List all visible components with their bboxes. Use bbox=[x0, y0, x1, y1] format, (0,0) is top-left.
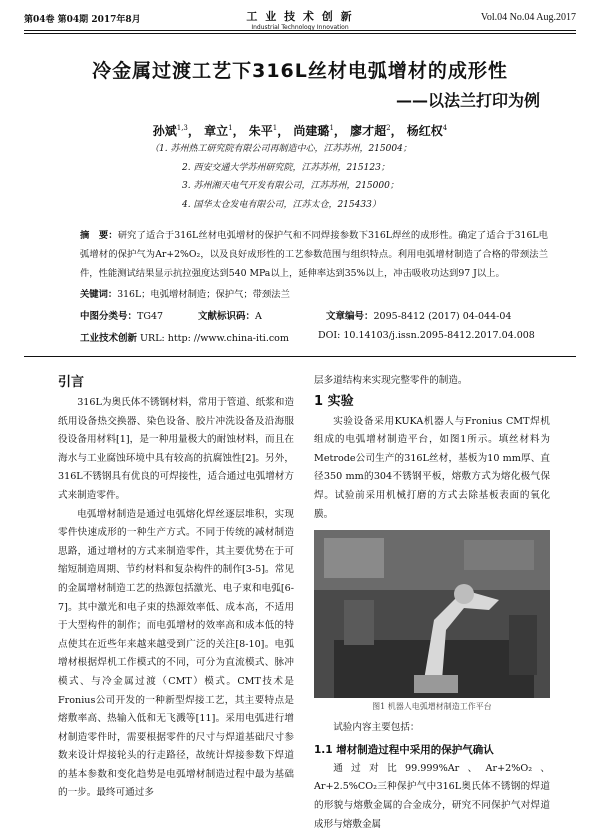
figure-1-caption: 图1 机器人电弧增材制造工作平台 bbox=[372, 702, 492, 712]
section-1-1-paragraph: 通过对比99.999%Ar、Ar+2%O₂、Ar+2.5%CO₂三种保护气中316L奥氏体不锈钢的焊道的形貌与熔敷金属的合金成分，研究不同保护气对焊道成形与熔敷金属 bbox=[314, 762, 550, 830]
author: 孙斌$^{1,3}$ bbox=[152, 124, 188, 138]
abstract-label: 摘 要： bbox=[80, 230, 118, 241]
author: 廖才超$^2$ bbox=[350, 124, 391, 138]
journal-url[interactable]: URL: http: //www.china-iti.com bbox=[140, 333, 289, 344]
doccode-label: 文献标识码： bbox=[198, 311, 256, 322]
header-rule-thick bbox=[24, 30, 576, 31]
affiliation: （1. 苏州热工研究院有限公司再制造中心，江苏苏州，215004； bbox=[150, 144, 412, 154]
section-rule bbox=[24, 356, 576, 357]
robot-platform-photo bbox=[314, 530, 550, 698]
abstract-text: 研究了适合于316L丝材电弧增材的保护气和不同焊接参数下316L焊丝的成形性。确定了适合于316L电弧增材的保护气为Ar+2%O₂，以及良好成形性的工艺参数范围与组织特点。利用电弧增材制造了合格的带颈法兰件，性能测试结果显示抗拉强度达到540 MPa以上，延伸率达到35%以上，冲击吸收功达到97 J以上。 bbox=[80, 230, 548, 279]
header-rule-thin bbox=[24, 33, 576, 34]
abstract bbox=[80, 226, 548, 283]
author: 尚建璐$^1$ bbox=[293, 124, 334, 138]
header-volume: Vol.04 No.04 Aug.2017 bbox=[480, 12, 576, 23]
author: 章立$^1$ bbox=[204, 124, 233, 138]
header-journal-en: Industrial Technology Innovation bbox=[251, 24, 349, 31]
left-column bbox=[58, 372, 294, 803]
clc-label: 中图分类号： bbox=[80, 311, 138, 322]
keywords bbox=[80, 286, 548, 300]
affiliation: 4. 国华太仓发电有限公司，江苏太仓，215433） bbox=[182, 199, 381, 210]
paper-title: 冷金属过渡工艺下316L丝材电弧增材的成形性 bbox=[92, 60, 508, 82]
keywords-text: 316L；电弧增材制造；保护气；带颈法兰 bbox=[117, 289, 290, 300]
intro-paragraph-1: 316L为奥氏体不锈钢材料，常用于管道、纸浆和造纸用设备热交换器、染色设备、胶片冲洗设备及沿海服役设备用材料[1]，是一种用量极大的耐蚀材料，而且在海水与工业腐蚀环境中具有较高的抗腐蚀性[2]。另外，316L不锈钢具有优良的可焊接性，适合通过电弧增材方式来制造零件。 bbox=[58, 397, 294, 501]
header-journal-cn: 工 业 技 术 创 新 bbox=[246, 10, 354, 23]
article-label: 文章编号： bbox=[326, 311, 374, 322]
author: 杨红权$^4$ bbox=[406, 124, 448, 138]
right-column bbox=[314, 372, 550, 834]
paper-subtitle: ——以法兰打印为例 bbox=[395, 91, 540, 110]
article-value: 2095-8412 (2017) 04-044-04 bbox=[373, 311, 512, 322]
figure-1-photo bbox=[314, 530, 550, 698]
affiliation: 2. 西安交通大学苏州研究院，江苏苏州，215123； bbox=[182, 162, 390, 173]
affiliations bbox=[150, 140, 412, 214]
test-content-intro: 试验内容主要包括： bbox=[333, 722, 420, 734]
intro-heading: 引言 bbox=[58, 375, 85, 390]
author-list: 孙斌$^{1,3}$， 章立$^1$， 朱平$^1$， 尚建璐$^1$， 廖才超$^2$， 杨红权$^4$ bbox=[152, 124, 448, 138]
author: 朱平$^1$ bbox=[248, 124, 278, 138]
header-issue: 第04卷 第04期 2017年8月 bbox=[24, 15, 141, 25]
section-1-paragraph: 实验设备采用KUKA机器人与Fronius CMT焊机组成的电弧增材制造平台，如图1所示。填丝材料为Metrode公司生产的316L丝材，基板为10 mm厚、直径350 mm的304不锈钢平板，熔敷方式为熔化极气保焊。试验前采用机械打磨的方式去除基板表面的氧化膜。 bbox=[314, 415, 550, 520]
running-header bbox=[24, 8, 576, 30]
doccode-value: A bbox=[255, 311, 262, 322]
section-1-1-heading: 1.1 增材制造过程中采用的保护气确认 bbox=[314, 743, 494, 756]
continued-text: 层多道结构来实现完整零件的制造。 bbox=[314, 375, 468, 386]
keywords-label: 关键词： bbox=[80, 289, 118, 300]
section-1-heading: 1 实验 bbox=[314, 393, 354, 409]
doi[interactable]: DOI: 10.14103/j.issn.2095-8412.2017.04.008 bbox=[318, 330, 535, 341]
url-label: 工业技术创新 bbox=[80, 333, 138, 344]
affiliation: 3. 苏州湘天电气开发有限公司，江苏苏州，215000； bbox=[182, 181, 399, 191]
clc-value: TG47 bbox=[137, 311, 164, 322]
intro-paragraph-2: 电弧增材制造是通过电弧熔化焊丝逐层堆积，实现零件快速成形的一种生产方式。不同于传统的减材制造思路，通过增材的方式来制造零件，其主要优势在于可缩短制造周期、节约材料和复杂构件的制作[3-5]。常见的金属增材制造工艺的热源包括激光、电子束和电弧[6-7]。其中激光和电子束的热源效率低、成本高，不适用于大型构件的制作；而电弧增材的效率高和成本低的特点使其在近些年来越来越受到广泛的关注[8-10]。电弧增材根据焊机工作模式的不同，可分为直流模式、脉冲模式、与冷金属过渡（CMT）模式。CMT技术是Fronius公司开发的一种新型焊接工艺，其主要特点是熔敷率高、热输入低和无飞溅等[11]。采用电弧进行增材制造零件时，需要根据零件的尺寸与焊道基础尺寸参数来设计焊接轮头的行走路径，故统计焊接参数下焊道的基本参数和变化趋势是电弧增材制造过程中最为基础的一步。最终可通过多 bbox=[58, 508, 294, 799]
